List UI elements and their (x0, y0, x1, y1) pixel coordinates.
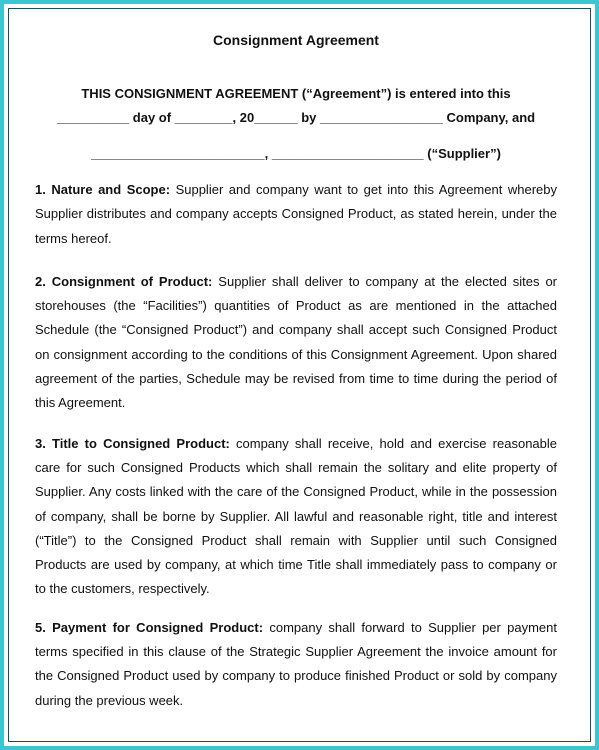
section-heading: 1. Nature and Scope: (35, 182, 171, 197)
section-text: company shall receive, hold and exercise reasonable care for such Consigned Products which shall remain the solitary and elite property of Supplier. Any costs linked with the care of the Consigned Product, while in the possession of company, shall be borne by Supplier. All lawful and reasonable right, title and interest (“Title”) to the Consigned Product shall remain with Supplier until such Consigned Products are used by company, at which time Title shall immediately pass to company or to the customers, respectively. (35, 435, 557, 597)
document-body (35, 30, 557, 713)
section-title-to-consigned-product (35, 432, 557, 602)
section-text: Supplier and company want to get into this Agreement whereby Supplier distributes and company accepts Consigned Product, as stated herein, under the terms hereof. (35, 182, 557, 246)
section-heading: 3. Title to Consigned Product: (35, 435, 230, 451)
section-text: company shall forward to Supplier per payment terms specified in this clause of the Strategic Supplier Agreement the invoice amount for the Consigned Product used by company to produce finished Product or sold by company during the previous week. (35, 619, 557, 708)
intro-line-3: ________________________, _____________________ (“Supplier”) (91, 146, 501, 161)
section-heading: 2. Consignment of Product: (35, 273, 213, 289)
section-consignment-of-product (35, 270, 557, 416)
section-nature-and-scope (35, 178, 557, 251)
intro-line-1: THIS CONSIGNMENT AGREEMENT (“Agreement”) is entered into this (81, 86, 511, 101)
document-title: Consignment Agreement (213, 32, 379, 48)
section-payment-for-consigned-product (35, 616, 557, 713)
intro-paragraph (35, 82, 557, 164)
section-heading: 5. Payment for Consigned Product: (35, 619, 264, 635)
intro-line-2: __________ day of ________, 20______ by _________________ Company, and (56, 110, 536, 125)
section-text: Supplier shall deliver to company at the elected sites or storehouses (the “Facilities”) quantities of Product as are mentioned in the attached Schedule (the “Consigned Product”) and company shall accept such Consigned Product on consignment according to the conditions of this Consignment Agreement. Upon shared agreement of the parties, Schedule may be revised from time to time during the period of this Agreement. (35, 273, 557, 411)
